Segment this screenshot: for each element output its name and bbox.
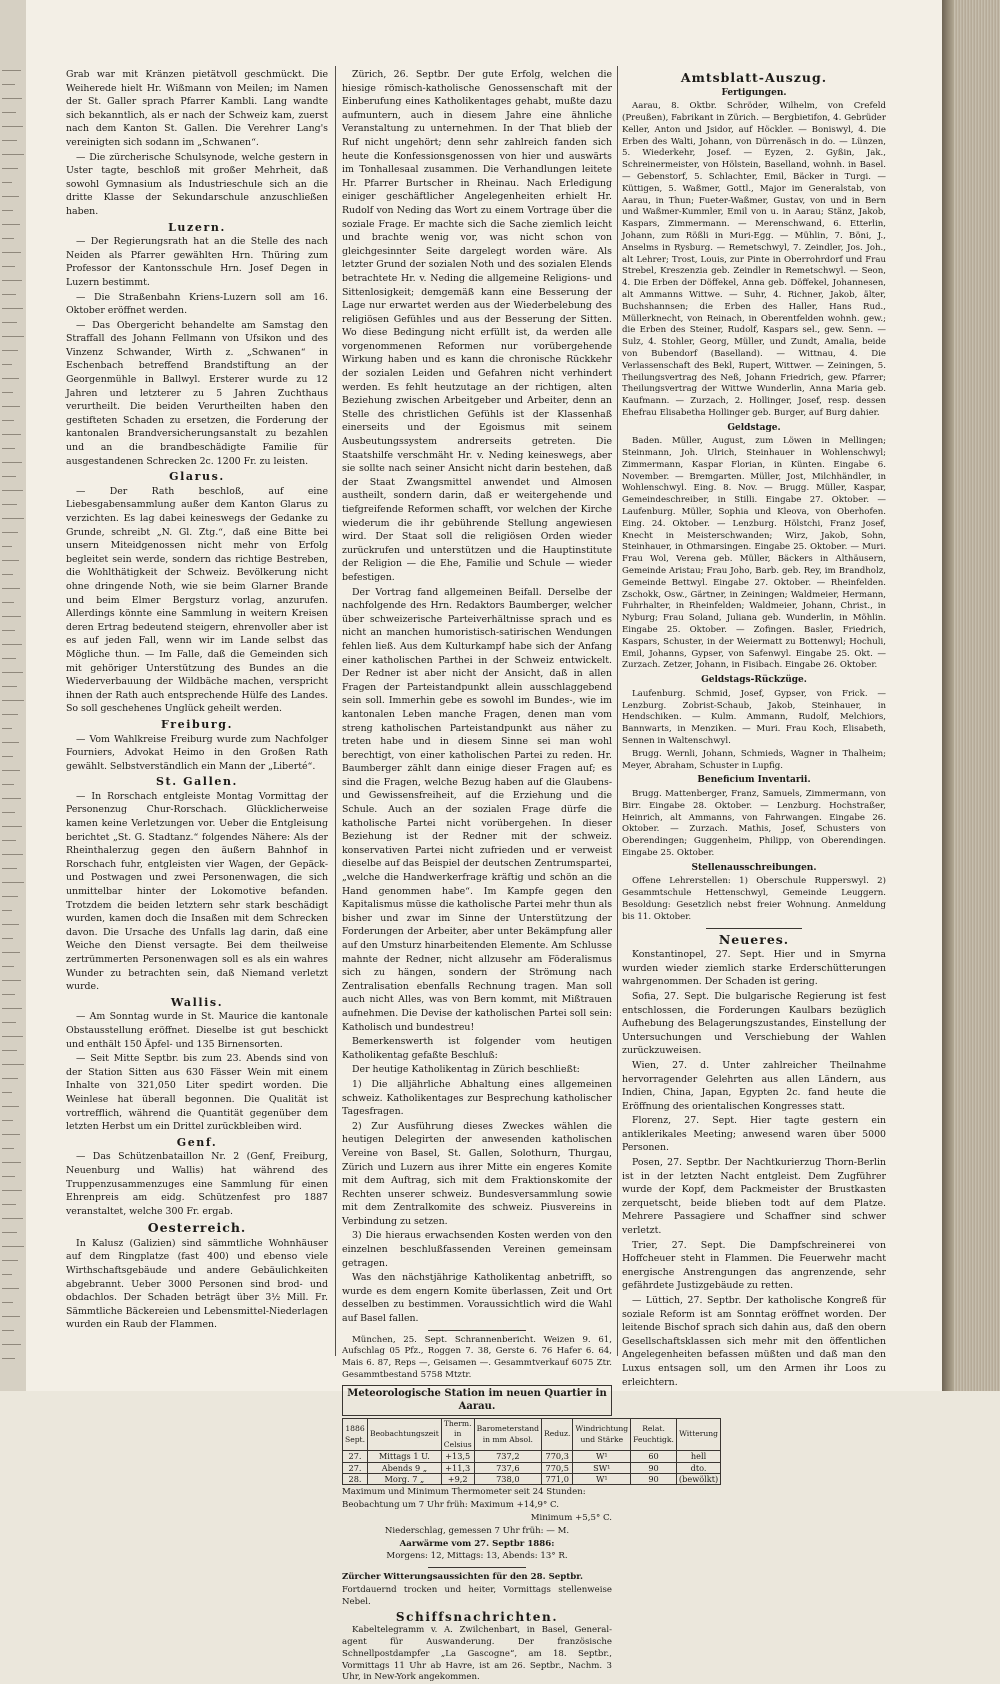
- previous-page-text-trace: [2, 1274, 12, 1275]
- article-text: — Der Rath beschloß, auf eine Liebesgabensammlung außer dem Kanton Glarus zu verzichten. Es lag dabei keineswegs der Gedanke zu Grunde, schreibt „N. Gl. Ztg.“, daß eine Bitte bei unsern Miteidgenossen nicht mehr von Erfolg begleitet sein werde, sondern das richtige Bestreben, die Wohlthätigkeit der Schweiz. Bevölkerung nicht ohne dringende Noth, wie sie beim Glarner Brande und beim Elmer Bergsturz vorlag, anzurufen. Allerdings könnte eine Sammlung in weitern Kreisen deren Ertrag bedeutend steigern, ehrenvoller aber ist es auf jeden Fall, wenn wir im Lande selbst das Mögliche thun. — Im Falle, daß die Gemeinden sich mit gehöriger Unterstützung des Bundes an die Wiederverbauung der Wildbäche machen, verspricht ihnen der Rath auch entsprechende Hülfe des Landes. So soll geschehenes Unglück geheilt werden.: [66, 485, 328, 715]
- previous-page-text-trace: [2, 798, 21, 799]
- table-row: [343, 1451, 721, 1462]
- section-heading: Freiburg.: [161, 717, 233, 731]
- previous-page-text-trace: [2, 1316, 20, 1317]
- previous-page-text-trace: [2, 1008, 22, 1009]
- previous-page-text-trace: [2, 126, 23, 127]
- previous-page-text-trace: [2, 644, 22, 645]
- news-item: Posen, 27. Septbr. Der Nachtkurierzug Thorn-Berlin ist in der letzten Nacht entgleist. Dem Zugführer wurde der Kopf, dem Packmeister der Brustkasten zerquetscht, beide blieben todt auf dem Platze. Mehrere Passagiere und Schaffner sind schwer verletzt.: [622, 1157, 886, 1237]
- previous-page-text-trace: [2, 322, 17, 323]
- previous-page-text-trace: [2, 882, 24, 883]
- article-text: Laufenburg. Schmid, Josef, Gypser, von Frick. — Lenzburg. Zobrist-Schaub, Jakob, Steinhauer, in Hendschiken. — Kulm. Ammann, Rudolf, Melchiors, Bannwarts, in Menziken. — Muri. Frau Koch, Elisabeth, Sennen in Waltenschwyl.: [622, 688, 886, 747]
- article-text: — Die Straßenbahn Kriens-Luzern soll am 16. Oktober eröffnet werden.: [66, 291, 328, 317]
- table-cell: 90: [631, 1462, 677, 1473]
- previous-page-text-trace: [2, 224, 20, 225]
- previous-page-text-trace: [2, 308, 23, 309]
- previous-page-text-trace: [2, 658, 16, 659]
- article-text: — Das Schützenbataillon Nr. 2 (Genf, Freiburg, Neuenburg und Wallis) hat während des Truppenzusammenzuges eine Sammlung für einen Ehrenpreis am eidg. Schützenfest pro 1887 veranstaltet, welche 300 Fr. ergab.: [66, 1151, 328, 1217]
- book-page-edges: [942, 0, 1000, 1391]
- article-text: Grab war mit Kränzen pietätvoll geschmückt. Die Weiherede hielt Hr. Wißmann von Meilen; im Namen der St. Galler sprach Pfarrer Kambli. Lang wandte sich bekanntlich, als er nach der Schweiz kam, zuerst nach dem Kanton St. Gallen. Die Verehrer Lang's vereinigten sich sodann im „Schwanen“.: [66, 69, 328, 148]
- previous-page-text-trace: [2, 112, 16, 113]
- weather-note: Beobachtung um 7 Uhr früh: Maximum +14,9° C.: [342, 1500, 559, 1511]
- column-rule: [617, 66, 618, 1356]
- table-header-row: [343, 1419, 721, 1451]
- previous-page-text-trace: [2, 350, 18, 351]
- article-text: Baden. Müller, August, zum Löwen in Mellingen; Steinmann, Joh. Ulrich, Steinhauer in Wohlenschwyl; Zimmermann, Kaspar Florian, in Künten. Eingabe 6. November. — Bremgarten. Müller, Jost, Milchhändler, in Wohlenschwyl. Eing. 8. Nov. — Brugg. Müller, Kaspar, Gemeindeschreiber, in Stilli. Eingabe 27. Oktober. — Laufenburg. Müller, Sophia und Kleova, von Oberhofen. Eing. 24. Oktober. — Lenzburg. Hölstchi, Franz Josef, Knecht in Meisterschwanden; Wirz, Jakob, Sohn, Steinhauer, in Othmarsingen. Eingabe 25. Oktober. — Muri. Frau Wol, Verena geb. Müller, Bäckers in Althäusern, Gemeinde Aristau; Frau Joho, Barb. geb. Rey, im Brandholz, Gemeinde Bettwyl. Eingabe 27. Oktober. — Rheinfelden. Zschokk, Osw., Gärtner, in Zeiningen; Waldmeier, Hermann, Fuhrhalter, in Rheinfelden; Waldmeier, Johann, Christ., in Nyburg; Frau Soland, Juliana geb. Wunderlin, in Möhlin. Eingabe 25. Oktober. — Zofingen. Basler, Friedrich, Kaspars, Schuster, in der Weiermatt zu Bottenwyl; Hochuli, Emil, Johanns, Gypser, von Safenwyl. Eingabe 25. Okt. — Zurzach. Zetzer, Johann, in Fisibach. Eingabe 26. Oktober.: [622, 436, 886, 671]
- previous-page-text-trace: [2, 1358, 15, 1359]
- article-text: — Am Sonntag wurde in St. Maurice die kantonale Obstausstellung eröffnet. Dieselbe ist gut beschickt und enthält 150 Äpfel- und 135 Birnensorten.: [66, 1011, 328, 1050]
- previous-page-text-trace: [2, 140, 17, 141]
- table-cell: 27.: [343, 1451, 368, 1462]
- previous-page-text-trace: [2, 154, 24, 155]
- previous-page-text-trace: [2, 1288, 19, 1289]
- column-2: [342, 68, 719, 1683]
- column-rule: [335, 66, 336, 1356]
- previous-page-text-trace: [2, 742, 19, 743]
- news-item: Sofia, 27. Sept. Die bulgarische Regierung ist fest entschlossen, die Forderungen Kaulbars bezüglich Aufhebung des Belagerungszustandes, Einstellung der Untersuchungen und Verschiebung der Wahlen zurückzuweisen.: [622, 990, 886, 1057]
- table-header: Barometerstand in mm Absol.: [474, 1419, 541, 1451]
- section-heading: Oesterreich.: [147, 1220, 247, 1236]
- previous-page-text-trace: [2, 616, 21, 617]
- previous-page-text-trace: [2, 980, 21, 981]
- previous-page-text-trace: [2, 840, 16, 841]
- previous-page-text-trace: [2, 84, 15, 85]
- article-text: Brugg. Wernli, Johann, Schmieds, Wagner in Thalheim; Meyer, Abraham, Schuster in Lupfig.: [622, 748, 886, 771]
- previous-page-text-trace: [2, 938, 13, 939]
- article-text: In Kalusz (Galizien) sind sämmtliche Wohnhäuser auf dem Ringplatze (fast 400) und ebenso viele Wirthschaftsgebäude und andere Gebäulichkeiten abgebrannt. Ueber 3000 Personen sind brod- und obdachlos. Der Schaden beträgt über 3½ Mill. Fr. Sämmtliche Bäckereien und Lebensmittel-Niederlagen wurden ein Raub der Flammen.: [66, 1237, 328, 1331]
- previous-page-text-trace: [2, 994, 15, 995]
- table-header: 1886 Sept.: [343, 1419, 368, 1451]
- table-cell: Mittags 1 U.: [368, 1451, 442, 1462]
- section-heading: Schiffsnachrichten.: [395, 1609, 559, 1624]
- section-heading: Glarus.: [169, 470, 225, 484]
- previous-page-text-trace: [2, 1106, 19, 1107]
- table-cell: W¹: [573, 1451, 631, 1462]
- news-item: Trier, 27. Sept. Die Dampfschreinerei von Hoffcheuer steht in Flammen. Die Feuerwehr macht energische Anstrengungen das angrenzende, sehr gefährdete Justizgebäude zu retten.: [622, 1239, 886, 1292]
- previous-page-text-trace: [2, 1260, 18, 1261]
- table-cell: (bewölkt): [676, 1474, 720, 1485]
- previous-page-text-trace: [2, 336, 24, 337]
- previous-page-text-trace: [2, 196, 19, 197]
- previous-page-text-trace: [2, 1190, 22, 1191]
- previous-page-text-trace: [2, 98, 22, 99]
- article-text: — Der Regierungsrath hat an die Stelle des nach Neiden als Pfarrer gewählten Hrn. Thüring zum Professor der Kantonsschule Hrn. Josef Degen in Luzern bestimmt.: [66, 236, 328, 288]
- previous-page-text-trace: [2, 784, 14, 785]
- previous-page-text-trace: [2, 70, 21, 71]
- previous-page-text-trace: [2, 532, 18, 533]
- previous-page-text-trace: [2, 1148, 14, 1149]
- table-cell: 770,5: [542, 1462, 573, 1473]
- table-header: Witterung: [676, 1419, 720, 1451]
- previous-page-text-trace: [2, 406, 20, 407]
- table-header: Reduz.: [542, 1419, 573, 1451]
- previous-page-text-trace: [2, 756, 13, 757]
- article-text: 3) Die hieraus erwachsenden Kosten werden von den einzelnen beschlußfassenden Vereinen gemeinsam getragen.: [342, 1230, 612, 1269]
- previous-page-text-trace: [2, 210, 13, 211]
- previous-page-text-trace: [2, 728, 12, 729]
- previous-page-text-trace: [2, 1120, 13, 1121]
- table-cell: +11,3: [441, 1462, 474, 1473]
- previous-page-text-trace: [2, 434, 21, 435]
- previous-page-text-trace: [2, 700, 24, 701]
- weather-note: Aarwärme vom 27. Septbr 1886:: [399, 1538, 555, 1549]
- table-cell: 770,3: [542, 1451, 573, 1462]
- previous-page-edge: [0, 0, 26, 1391]
- article-text: Bemerkenswerth ist folgender vom heutigen Katholikentag gefaßte Beschluß:: [342, 1036, 612, 1061]
- previous-page-text-trace: [2, 266, 15, 267]
- article-text: Was den nächstjährige Katholikentag anbetrifft, so wurde es dem engern Komite überlassen, Zeit und Ort desselben zu bestimmen. Voraussichtlich wird die Wahl auf Basel fallen.: [342, 1272, 612, 1325]
- section-heading: Neueres.: [718, 931, 790, 947]
- previous-page-text-trace: [2, 252, 21, 253]
- article-text: — Die zürcherische Schulsynode, welche gestern in Uster tagte, beschloß mit großer Mehrheit, daß sowohl Gymnasium als Industrieschule sich an die dritte Klasse der Sekundarschule anzuschließen haben.: [66, 151, 328, 217]
- table-row: [343, 1462, 721, 1473]
- previous-page-text-trace: [2, 1302, 13, 1303]
- news-item: Wien, 27. d. Unter zahlreicher Theilnahme hervorragender Gelehrten aus allen Ländern, aus Indien, China, Japan, Egypten 2c. fand heute die Eröffnung des orientalischen Kongresses statt.: [622, 1059, 886, 1112]
- previous-page-text-trace: [2, 1176, 15, 1177]
- section-heading: Genf.: [176, 1135, 218, 1149]
- weather-note: Maximum und Minimum Thermometer seit 24 Stunden:: [342, 1487, 586, 1498]
- previous-page-text-trace: [2, 1064, 24, 1065]
- previous-page-text-trace: [2, 168, 18, 169]
- previous-page-text-trace: [2, 1232, 17, 1233]
- weather-note: Niederschlag, gemessen 7 Uhr früh: — M.: [384, 1525, 570, 1536]
- weather-outlook: Fortdauernd trocken und heiter, Vormittags stellenweise Nebel.: [342, 1585, 612, 1607]
- table-cell: 737,6: [474, 1462, 541, 1473]
- previous-page-text-trace: [2, 770, 20, 771]
- previous-page-text-trace: [2, 280, 22, 281]
- table-cell: 738,0: [474, 1474, 541, 1485]
- subsection-heading: Geldstags-Rückzüge.: [701, 675, 807, 686]
- previous-page-text-trace: [2, 518, 24, 519]
- table-cell: +13,5: [441, 1451, 474, 1462]
- table-row: [343, 1474, 721, 1485]
- previous-page-text-trace: [2, 182, 12, 183]
- previous-page-text-trace: [2, 924, 19, 925]
- weather-note: Minimum +5,5° C.: [530, 1513, 612, 1524]
- previous-page-text-trace: [2, 546, 12, 547]
- article-text: 2) Zur Ausführung dieses Zweckes wählen die heutigen Delegirten der anwesenden katholischen Vereine von Basel, St. Gallen, Solothurn, Thurgau, Zürich und Luzern aus ihrer Mitte ein engeres Komite mit dem Auftrag, sich mit dem Fraktionskomite der Rechten unserer schweiz. Bundesversammlung sowie mit dem Zentralkomite des schweiz. Piusvereins in Verbindung zu setzen.: [342, 1120, 612, 1227]
- previous-page-text-trace: [2, 812, 15, 813]
- subsection-heading: Fertigungen.: [721, 87, 787, 98]
- news-item: Konstantinopel, 27. Sept. Hier und in Smyrna wurden wieder ziemlich starke Erderschütterungen wahrgenommen. Der Schaden ist gering.: [622, 949, 886, 988]
- section-heading: Amtsblatt-Auszug.: [680, 70, 828, 85]
- previous-page-text-trace: [2, 392, 13, 393]
- previous-page-text-trace: [2, 714, 18, 715]
- news-item: — Lüttich, 27. Septbr. Der katholische Kongreß für soziale Reform ist am Sonntag eröffnet worden. Der leitende Bischof sprach sich dahin aus, daß den obern Gesellschaftsklassen sich mehr mit den öffentlichen Angelegenheiten befassen müßten und daß man den Luxus entsagen soll, um den Armen ihr Loos zu erleichtern.: [622, 1295, 886, 1388]
- previous-page-text-trace: [2, 1330, 14, 1331]
- previous-page-text-trace: [2, 238, 14, 239]
- article-text: — In Rorschach entgleiste Montag Vormittag der Personenzug Chur-Rorschach. Glücklicherweise kamen keine Verletzungen vor. Ueber die Entgleisung berichtet „St. G. Stadtanz.“ folgendes Nähere: Als der Rheinthalerzug gegen den äußern Bahnhof in Rorschach fuhr, entgleisten vier Wagen, der Gepäck- und Postwagen und zwei Personenwagen, die sich unmittelbar hinter der Lokomotive befanden. Trotzdem die beiden letztern sehr stark beschädigt wurden, kamen doch die Insaßen mit dem Schrecken davon. Die Ursache des Unfalls lag darin, daß eine Weiche den Dienst versagte. Bei dem theilweise zertrümmerten Personenwagen soll es als ein wahres Wunder zu betrachten sein, daß Niemand verletzt wurde.: [66, 790, 328, 993]
- table-cell: dto.: [676, 1462, 720, 1473]
- ship-news: Kabeltelegramm v. A. Zwilchenbart, in Basel, General-agent für Auswanderung. Der französische Schnellpostdampfer „La Gascogne“, am 18. Septbr., Vormittags 11 Uhr ab Havre, ist am 26. Septbr., Nachm. 3 Uhr, in New-York angekommen.: [342, 1625, 612, 1683]
- subsection-heading: Stellenausschreibungen.: [691, 862, 817, 873]
- article-text: Brugg. Mattenberger, Franz, Samuels, Zimmermann, von Birr. Eingabe 28. Oktober. — Lenzburg. Hochstraßer, Heinrich, alt Ammanns, von Fahrwangen. Eingabe 26. Oktober. — Zurzach. Mathis, Josef, Schusters von Oberendingen; Guggenheim, Philipp, von Oberendingen. Eingabe 25. Oktober.: [622, 789, 886, 858]
- previous-page-text-trace: [2, 966, 14, 967]
- table-header: Windrichtung und Stärke: [573, 1419, 631, 1451]
- separator: [706, 928, 801, 929]
- previous-page-text-trace: [2, 1218, 23, 1219]
- table-header: Relat. Feuchtigk.: [631, 1419, 677, 1451]
- article-text: — Seit Mitte Septbr. bis zum 23. Abends sind von der Station Sitten aus 630 Fässer Wein mit einem Inhalte von 321,050 Liter spedirt worden. Die Weinlese hat überall begonnen. Die Qualität ist vortrefflich, während die Quantität gegenüber dem letzten Herbst um ein Drittel zurückbleiben wird.: [66, 1053, 328, 1133]
- section-heading: Luzern.: [168, 220, 226, 234]
- separator: [428, 1330, 525, 1331]
- article-text: 1) Die alljährliche Abhaltung eines allgemeinen schweiz. Katholikentages zur Besprechung katholischer Tagesfragen.: [342, 1078, 612, 1118]
- previous-page-text-trace: [2, 630, 15, 631]
- previous-page-text-trace: [2, 1162, 21, 1163]
- article-text: — Vom Wahlkreise Freiburg wurde zum Nachfolger Fourniers, Advokat Heimo in den Großen Rath gewählt. Selbstverständlich ein Mann der „Liberté“.: [66, 733, 328, 772]
- table-cell: W¹: [573, 1474, 631, 1485]
- article-text: Offene Lehrerstellen: 1) Oberschule Rupperswyl. 2) Gesammtschule Hettenschwyl, Gemeinde Leuggern. Besoldung: Gesetzlich nebst freier Wohnung. Anmeldung bis 11. Oktober.: [622, 876, 886, 922]
- table-header: Therm. in Celsius: [441, 1419, 474, 1451]
- table-cell: 27.: [343, 1462, 368, 1473]
- article-text: Der heutige Katholikentag in Zürich beschließt:: [352, 1064, 580, 1076]
- column-3: [622, 68, 886, 1388]
- table-cell: Morg. 7 „: [368, 1474, 442, 1485]
- section-heading: Wallis.: [170, 995, 224, 1009]
- previous-page-text-trace: [2, 462, 22, 463]
- previous-page-text-trace: [2, 896, 18, 897]
- subsection-heading: Beneficium Inventarii.: [697, 775, 811, 786]
- table-cell: 771,0: [542, 1474, 573, 1485]
- article-text: Aarau, 8. Oktbr. Schröder, Wilhelm, von Crefeld (Preußen), Fabrikant in Zürich. — Bergbietifon, 4. Gebrüder Keller, Anton und Jsidor, auf Höckler. — Boniswyl, 4. Die Erben des Walti, Johann, von Dürrenäsch in do. — Lünzen, 5. Wiederkehr, Josef. — Eyzen, 2. Gyßin, Jak., Schreinermeister, von Hölstein, Baselland, wohnh. in Basel. — Gebenstorf, 5. Schlachter, Emil, Bäcker in Turgi. — Küttigen, 5. Waßmer, Gottl., Major im Generalstab, von Aarau, in Thun; Fueter-Waßmer, Gustav, von und in Bern und Waßmer-Kummler, Emil von u. in Aarau; Stänz, Jakob, Kaspars, Zimmermann. — Merenschwand, 6. Etterlin, Johann, zum Rößli in Muri-Egg. — Mühlin, 7. Böni, J., Anselms in Rysburg. — Remetschwyl, 7. Zeindler, Jos. Joh., alt Lehrer; Trost, Louis, zur Pinte in Oberrohrdorf und Frau Strebel, Kreszenzia geb. Zeindler in Remetschwyl. — Seon, 4. Die Erben der Döffekel, Anna geb. Döffekel, Johannesen, alt Ammanns Wittwe. — Suhr, 4. Richner, Jakob, älter, Buchshannsen; die Erben des Haller, Hans Rud., Müllerknecht, von Reinach, in Oberentfelden wohnh. gew.; die Erben des Steiner, Rudolf, Kaspars sel., gew. Senn. — Sulz, 4. Stohler, Georg, Müller, und Zundt, Amalia, beide von Bubendorf (Baselland). — Wittnau, 4. Die Verlassenschaft des Bekl, Rupert, Wittwer. — Zeiningen, 5. Theilungsvertrag des Neß, Johann Friedrich, gew. Pfarrer; Theilungsvertrag der Wittwe Wunderlin, Anna Maria geb. Kaufmann. — Zurzach, 2. Hollinger, Josef, resp. dessen Ehefrau Elisabetha Hollinger geb. Burger, auf Burg dahier.: [622, 101, 886, 418]
- previous-page-text-trace: [2, 476, 16, 477]
- previous-page-text-trace: [2, 294, 16, 295]
- previous-page-text-trace: [2, 672, 23, 673]
- previous-page-text-trace: [2, 364, 12, 365]
- weather-station-title: Meteorologische Station im neuen Quartier in Aarau.: [342, 1385, 612, 1416]
- previous-page-text-trace: [2, 1050, 17, 1051]
- article-text: Zürich, 26. Septbr. Der gute Erfolg, welchen die hiesige römisch-katholische Genossenschaft mit der Einberufung eines Katholikentages gehabt, mußte dazu aufmuntern, auch in diesem Jahre eine ähnliche Veranstaltung zu unternehmen. In der That blieb der Ruf nicht ungehört; denn sehr zahlreich fanden sich heute die Konfessionsgenossen von hier und auswärts im Tonhallesaal zusammen. Die Verhandlungen leitete Hr. Pfarrer Burtscher in Rheinau. Nach Erledigung einiger geschäftlicher Angelegenheiten erhielt Hr. Rudolf von Neding das Wort zu einem Vortrage über die soziale Frage. Er machte sich die Sache ziemlich leicht und brachte wenig vor, was nicht schon von gleichgesinnter Seite dargelegt worden wäre. Als letzter Grund der sozialen Noth und des sozialen Elends betrachtete Hr. v. Neding die allgemeine Religions- und Sittenlosigkeit; demgemäß kann eine Besserung der Lage nur erwartet werden aus der Wiederbelebung des religiösen Gefühles und aus der Besserung der Sitten. Wo diese Bedingung nicht erfüllt ist, da werden alle vorgenommenen Reformen nur vorübergehende Wirkung haben und es kann die chronische Rückkehr der sozialen Leiden und Gefahren nicht verhindert werden. Es fehlt heutzutage an der richtigen, alten Beziehung zwischen Arbeitgeber und Arbeiter, denn an Stelle des christlichen Gefühls ist der Klassenhaß einerseits und der Egoismus mit seinem Ausbeutungssystem andrerseits getreten. Die Staatshilfe verschmäht Hr. v. Neding keineswegs, aber sie sollte nach seiner Ansicht nicht darin bestehen, daß der Staat Zwangsmittel anwendet und Almosen austheilt, sondern darin, daß er weitergehende und tiefgreifende Reformen schafft, vor welchen der Kirche wiederum die ihr gebührende Stellung angewiesen wird. Der Staat soll die religiösen Orden wieder zurückrufen und unterstützen und die Hauptinstitute der Religion — die Ehe, Familie und Schule — wieder befestigen.: [342, 69, 612, 583]
- previous-page-text-trace: [2, 574, 13, 575]
- article-text: Der Vortrag fand allgemeinen Beifall. Derselbe der nachfolgende des Hrn. Redaktors Baumberger, welcher über schweizerische Parteiverhältnisse sprach und es nicht an manchen humoristisch-satirischen Wendungen fehlen ließ. Aus dem Kulturkampf habe sich der Anfang einer katholischen Parthei in der Schweiz entwickelt. Der Redner ist aber nicht der Ansicht, daß in allen Fragen der Parteistandpunkt allein ausschlaggebend sein soll. Immerhin gebe es sowohl im Bundes-, wie im kantonalen Leben manche Fragen, denen man vom streng katholischen Parteistandpunkt aus näher zu treten habe und in diesem Sinne sei man wohl berechtigt, von einer katholischen Partei zu reden. Hr. Baumberger zählt dann einige dieser Fragen auf; es sind die Fragen, welche Bezug haben auf die Glaubens- und Gewissensfreiheit, auf die Erziehung und die Schule. Auch an der sozialen Frage dürfe die katholische Partei nicht vorübergehen. In dieser Beziehung ist der Redner mit der schweiz. konservativen Partei nicht zufrieden und er verweist dieselbe auf das Beispiel der deutschen Zentrumspartei, „welche die Handwerkerfrage kräftig und schön an die Hand genommen habe“. Im Kampfe gegen den Kapitalismus müsse die katholische Partei mehr thun als bisher und zwar im Sinne der Unterstützung der Forderungen der Arbeiter, aber unter Bekämpfung aller auf den Umsturz hinarbeitenden Elemente. Am Schlusse mahnte der Redner, nicht allzusehr am Föderalismus sich zu hängen, sondern der Strömung nach Zentralisation ebenfalls Rechnung tragen. Man soll auch nicht Alles, was von Bern kommt, mit Mißtrauen aufnehmen. Die Devise der katholischen Partei soll sein: Katholisch und bundestreu!: [342, 586, 612, 1033]
- previous-page-text-trace: [2, 378, 19, 379]
- previous-page-text-trace: [2, 1204, 16, 1205]
- table-cell: Abends 9 „: [368, 1462, 442, 1473]
- table-cell: SW¹: [573, 1462, 631, 1473]
- article-text: — Das Obergericht behandelte am Samstag den Straffall des Johann Fellmann von Ufsikon und des Vinzenz Schwander, Wirth z. „Schwanen“ in Eschenbach betreffend Brandstiftung an der Georgenmühle in Ballwyl. Ersterer wurde zu 12 Jahren und letzterer zu 5 Jahren Zuchthaus verurtheilt. Die beiden Verurtheilten haben den gestifteten Schaden zu ersetzen, die Forderung der kantonalen Brandversicherungsanstalt zu bezahlen und an die brandbeschädigte Familie für ausgestandenen Schrecken 2c. 1200 Fr. zu leisten.: [66, 319, 328, 467]
- weather-table: [342, 1418, 721, 1485]
- table-cell: 60: [631, 1451, 677, 1462]
- previous-page-text-trace: [2, 448, 15, 449]
- previous-page-text-trace: [2, 560, 19, 561]
- news-item: Florenz, 27. Sept. Hier tagte gestern ein antiklerikales Meeting; anwesend waren über 5000 Personen.: [622, 1115, 886, 1154]
- table-cell: +9,2: [441, 1474, 474, 1485]
- previous-page-text-trace: [2, 1344, 21, 1345]
- previous-page-text-trace: [2, 420, 14, 421]
- previous-page-text-trace: [2, 504, 17, 505]
- section-heading: St. Gallen.: [156, 775, 238, 789]
- previous-page-text-trace: [2, 868, 17, 869]
- table-cell: hell: [676, 1451, 720, 1462]
- column-1: [66, 68, 328, 1368]
- previous-page-text-trace: [2, 1246, 24, 1247]
- previous-page-text-trace: [2, 1022, 16, 1023]
- weather-note: Morgens: 12, Mittags: 13, Abends: 13° R.: [386, 1551, 568, 1562]
- previous-page-text-trace: [2, 1134, 20, 1135]
- market-report: München, 25. Sept. Schrannenbericht. Weizen 9. 61, Aufschlag 05 Pfz., Roggen 7. 38, Gerste 6. 76 Hafer 6. 64, Mais 6. 87, Reps —, Geisamen —. Gesammtverkauf 6075 Ztr. Gesammtbestand 5758 Mtztr.: [342, 1334, 612, 1381]
- previous-page-text-trace: [2, 952, 20, 953]
- table-header: Beobachtungszeit: [368, 1419, 442, 1451]
- previous-page-text-trace: [2, 686, 17, 687]
- table-cell: 28.: [343, 1474, 368, 1485]
- previous-page-text-trace: [2, 826, 22, 827]
- previous-page-text-trace: [2, 910, 12, 911]
- table-cell: 737,2: [474, 1451, 541, 1462]
- previous-page-text-trace: [2, 602, 14, 603]
- separator: [428, 1567, 525, 1568]
- previous-page-text-trace: [2, 1036, 23, 1037]
- previous-page-text-trace: [2, 1092, 12, 1093]
- previous-page-text-trace: [2, 1078, 18, 1079]
- previous-page-text-trace: [2, 854, 23, 855]
- previous-page-text-trace: [2, 588, 20, 589]
- previous-page-text-trace: [2, 490, 23, 491]
- weather-outlook-title: Zürcher Witterungsaussichten für den 28. Septbr.: [342, 1572, 583, 1583]
- subsection-heading: Geldstage.: [727, 422, 781, 433]
- table-cell: 90: [631, 1474, 677, 1485]
